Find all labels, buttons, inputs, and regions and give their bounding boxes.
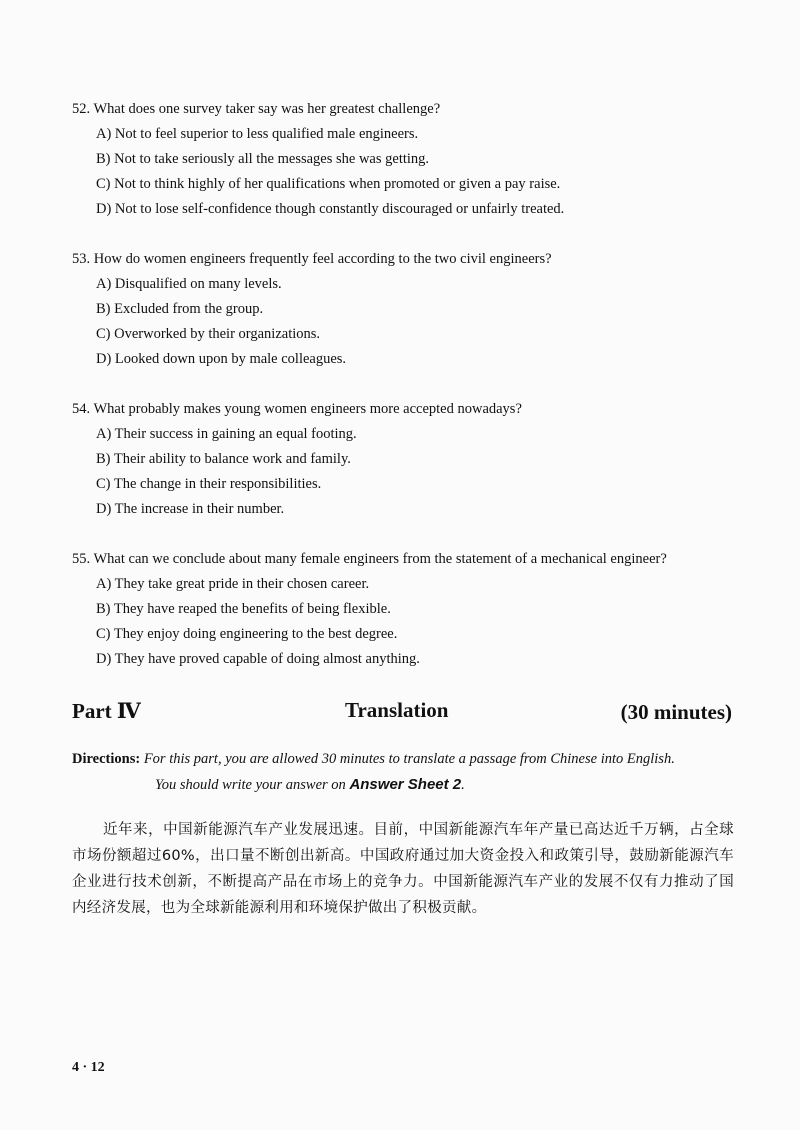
question-stem: 52. What does one survey taker say was her greatest challenge?: [72, 101, 441, 117]
answer-sheet-ref: Answer Sheet 2: [349, 776, 462, 793]
option-a: A) Not to feel superior to less qualified male engineers.: [96, 126, 419, 142]
part-label: Part Ⅳ: [72, 699, 141, 723]
option-a: A) They take great pride in their chosen career.: [96, 576, 370, 592]
option-c: C) Overworked by their organizations.: [96, 326, 321, 342]
directions-text: For this part, you are allowed 30 minutes to translate a passage from Chinese into English.: [143, 751, 675, 767]
option-a: A) Disqualified on many levels.: [96, 276, 282, 292]
directions-period: .: [461, 777, 465, 793]
option-c: C) Not to think highly of her qualifications when promoted or given a pay raise.: [96, 176, 561, 192]
question-stem: 55. What can we conclude about many female engineers from the statement of a mechanical engineer?: [72, 551, 667, 567]
option-b: B) They have reaped the benefits of being flexible.: [96, 601, 391, 617]
directions-text-continued: You should write your answer on: [155, 777, 350, 793]
directions: [72, 746, 742, 798]
translation-passage: 近年来，中国新能源汽车产业发展迅速。目前，中国新能源汽车年产量已高达近千万辆，占全球市场份额超过60%，出口量不断创出新高。中国政府通过加大资金投入和政策引导，鼓励新能源汽车企业进行技术创新，不断提高产品在市场上的竞争力。中国新能源汽车产业的发展不仅有力推动了国内经济发展，也为全球新能源利用和环境保护做出了积极贡献。: [72, 822, 734, 916]
part-header: [72, 698, 732, 730]
option-b: B) Excluded from the group.: [96, 301, 264, 317]
option-c: C) They enjoy doing engineering to the best degree.: [96, 626, 398, 642]
question-53: [72, 247, 742, 372]
part-time: (30 minutes): [620, 700, 732, 724]
option-d: D) The increase in their number.: [96, 501, 285, 517]
page-number: 4 · 12: [72, 1060, 105, 1075]
option-d: D) They have proved capable of doing almost anything.: [96, 651, 420, 667]
question-stem: 53. How do women engineers frequently feel according to the two civil engineers?: [72, 251, 552, 267]
option-d: D) Looked down upon by male colleagues.: [96, 351, 347, 367]
part-title: Translation: [345, 698, 449, 722]
option-d: D) Not to lose self-confidence though constantly discouraged or unfairly treated.: [96, 201, 565, 217]
question-stem: 54. What probably makes young women engineers more accepted nowadays?: [72, 401, 522, 417]
option-b: B) Their ability to balance work and family.: [96, 451, 351, 467]
option-c: C) The change in their responsibilities.: [96, 476, 322, 492]
question-52: [72, 97, 742, 222]
question-55: [72, 547, 742, 672]
directions-label: Directions:: [72, 751, 141, 767]
question-54: [72, 397, 742, 522]
option-a: A) Their success in gaining an equal footing.: [96, 426, 357, 442]
option-b: B) Not to take seriously all the messages she was getting.: [96, 151, 430, 167]
